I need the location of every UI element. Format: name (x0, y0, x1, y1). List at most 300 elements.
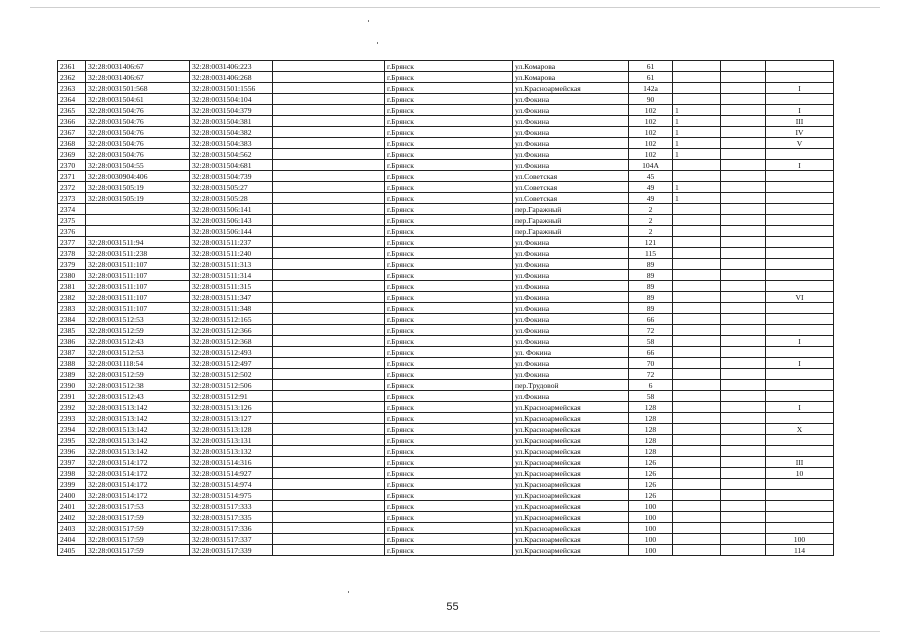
blank-cell (721, 149, 766, 160)
row-number: 2372 (58, 182, 86, 193)
street-cell: ул.Красноармейская (513, 424, 629, 435)
blank-cell (273, 127, 385, 138)
blank-cell (273, 545, 385, 556)
table-row (58, 435, 834, 446)
row-number: 2399 (58, 479, 86, 490)
street-cell: ул. Фокина (513, 347, 629, 358)
blank-cell (273, 523, 385, 534)
blank-cell (721, 479, 766, 490)
row-number: 2365 (58, 105, 86, 116)
row-number: 2362 (58, 72, 86, 83)
premises-cell: VI (766, 292, 834, 303)
object-cadastral-number: 32:28:0031512:502 (190, 369, 273, 380)
house-number-cell: 128 (629, 413, 673, 424)
blank-cell (721, 391, 766, 402)
building-cell (673, 314, 721, 325)
table-row (58, 105, 834, 116)
object-cadastral-number: 32:28:0031511:348 (190, 303, 273, 314)
street-cell: ул.Фокина (513, 259, 629, 270)
table-row (58, 292, 834, 303)
house-number-cell: 6 (629, 380, 673, 391)
parcel-cadastral-number: 32:28:0031517:59 (86, 523, 190, 534)
row-number: 2404 (58, 534, 86, 545)
blank-cell (273, 281, 385, 292)
row-number: 2381 (58, 281, 86, 292)
scan-speck (348, 591, 349, 593)
blank-cell (273, 534, 385, 545)
house-number-cell: 102 (629, 149, 673, 160)
blank-cell (721, 182, 766, 193)
premises-cell (766, 325, 834, 336)
house-number-cell: 128 (629, 435, 673, 446)
city-cell: г.Брянск (385, 292, 513, 303)
house-number-cell: 89 (629, 281, 673, 292)
page-number: 55 (446, 601, 459, 613)
blank-cell (721, 457, 766, 468)
row-number: 2385 (58, 325, 86, 336)
house-number-cell: 128 (629, 446, 673, 457)
register-table (57, 60, 834, 556)
blank-cell (273, 512, 385, 523)
city-cell: г.Брянск (385, 479, 513, 490)
premises-cell: 114 (766, 545, 834, 556)
building-cell (673, 545, 721, 556)
object-cadastral-number: 32:28:0031514:927 (190, 468, 273, 479)
object-cadastral-number: 32:28:0031517:336 (190, 523, 273, 534)
parcel-cadastral-number: 32:28:0031517:59 (86, 512, 190, 523)
blank-cell (273, 380, 385, 391)
row-number: 2400 (58, 490, 86, 501)
house-number-cell: 2 (629, 204, 673, 215)
premises-cell (766, 303, 834, 314)
blank-cell (721, 336, 766, 347)
blank-cell (721, 259, 766, 270)
parcel-cadastral-number: 32:28:0031511:107 (86, 292, 190, 303)
premises-cell: III (766, 116, 834, 127)
table-row (58, 215, 834, 226)
street-cell: ул.Красноармейская (513, 545, 629, 556)
street-cell: ул.Советская (513, 193, 629, 204)
street-cell: ул.Фокина (513, 369, 629, 380)
premises-cell (766, 435, 834, 446)
house-number-cell: 102 (629, 105, 673, 116)
building-cell (673, 446, 721, 457)
parcel-cadastral-number: 32:28:0031513:142 (86, 413, 190, 424)
table-row (58, 127, 834, 138)
object-cadastral-number: 32:28:0031517:335 (190, 512, 273, 523)
parcel-cadastral-number: 32:28:0031511:238 (86, 248, 190, 259)
building-cell (673, 204, 721, 215)
city-cell: г.Брянск (385, 237, 513, 248)
building-cell (673, 501, 721, 512)
parcel-cadastral-number (86, 215, 190, 226)
premises-cell: 100 (766, 534, 834, 545)
blank-cell (273, 182, 385, 193)
blank-cell (273, 138, 385, 149)
blank-cell (273, 171, 385, 182)
table-row (58, 226, 834, 237)
object-cadastral-number: 32:28:0031504:739 (190, 171, 273, 182)
table-row (58, 259, 834, 270)
house-number-cell: 70 (629, 358, 673, 369)
blank-cell (721, 237, 766, 248)
object-cadastral-number: 32:28:0031512:165 (190, 314, 273, 325)
city-cell: г.Брянск (385, 259, 513, 270)
house-number-cell: 49 (629, 193, 673, 204)
blank-cell (273, 226, 385, 237)
premises-cell (766, 226, 834, 237)
city-cell: г.Брянск (385, 281, 513, 292)
city-cell: г.Брянск (385, 270, 513, 281)
blank-cell (721, 226, 766, 237)
object-cadastral-number: 32:28:0031512:493 (190, 347, 273, 358)
building-cell (673, 402, 721, 413)
parcel-cadastral-number: 32:28:0031511:107 (86, 270, 190, 281)
table-row (58, 204, 834, 215)
building-cell (673, 72, 721, 83)
premises-cell (766, 149, 834, 160)
blank-cell (273, 468, 385, 479)
blank-cell (721, 413, 766, 424)
object-cadastral-number: 32:28:0031504:381 (190, 116, 273, 127)
premises-cell: X (766, 424, 834, 435)
table-row (58, 391, 834, 402)
blank-cell (721, 94, 766, 105)
object-cadastral-number: 32:28:0031512:91 (190, 391, 273, 402)
object-cadastral-number: 32:28:0031506:141 (190, 204, 273, 215)
table-row (58, 171, 834, 182)
city-cell: г.Брянск (385, 314, 513, 325)
table-row (58, 94, 834, 105)
blank-cell (273, 336, 385, 347)
street-cell: пер.Трудовой (513, 380, 629, 391)
parcel-cadastral-number: 32:28:0031514:172 (86, 490, 190, 501)
city-cell: г.Брянск (385, 523, 513, 534)
house-number-cell: 128 (629, 424, 673, 435)
premises-cell (766, 270, 834, 281)
object-cadastral-number: 32:28:0031504:681 (190, 160, 273, 171)
blank-cell (273, 391, 385, 402)
street-cell: пер.Гаражный (513, 226, 629, 237)
scan-speck (377, 42, 378, 44)
blank-cell (721, 160, 766, 171)
row-number: 2390 (58, 380, 86, 391)
blank-cell (273, 105, 385, 116)
building-cell (673, 215, 721, 226)
premises-cell (766, 204, 834, 215)
house-number-cell: 89 (629, 259, 673, 270)
parcel-cadastral-number: 32:28:0031517:59 (86, 545, 190, 556)
blank-cell (273, 72, 385, 83)
city-cell: г.Брянск (385, 204, 513, 215)
table-row (58, 237, 834, 248)
object-cadastral-number: 32:28:0031511:240 (190, 248, 273, 259)
parcel-cadastral-number: 32:28:0031504:55 (86, 160, 190, 171)
object-cadastral-number: 32:28:0031504:562 (190, 149, 273, 160)
city-cell: г.Брянск (385, 215, 513, 226)
city-cell: г.Брянск (385, 435, 513, 446)
object-cadastral-number: 32:28:0031504:104 (190, 94, 273, 105)
row-number: 2401 (58, 501, 86, 512)
house-number-cell: 121 (629, 237, 673, 248)
premises-cell (766, 391, 834, 402)
object-cadastral-number: 32:28:0031514:316 (190, 457, 273, 468)
object-cadastral-number: 32:28:0031504:383 (190, 138, 273, 149)
blank-cell (721, 61, 766, 72)
premises-cell: I (766, 336, 834, 347)
parcel-cadastral-number: 32:28:0031512:59 (86, 369, 190, 380)
blank-cell (273, 314, 385, 325)
premises-cell (766, 490, 834, 501)
object-cadastral-number: 32:28:0031517:339 (190, 545, 273, 556)
city-cell: г.Брянск (385, 369, 513, 380)
table-row (58, 446, 834, 457)
street-cell: ул.Красноармейская (513, 413, 629, 424)
object-cadastral-number: 32:28:0031514:974 (190, 479, 273, 490)
building-cell (673, 457, 721, 468)
blank-cell (721, 490, 766, 501)
parcel-cadastral-number: 32:28:0031511:107 (86, 259, 190, 270)
premises-cell: V (766, 138, 834, 149)
row-number: 2379 (58, 259, 86, 270)
house-number-cell: 100 (629, 545, 673, 556)
parcel-cadastral-number: 32:28:0031505:19 (86, 182, 190, 193)
premises-cell (766, 380, 834, 391)
house-number-cell: 102 (629, 116, 673, 127)
blank-cell (721, 204, 766, 215)
street-cell: ул.Красноармейская (513, 512, 629, 523)
blank-cell (273, 248, 385, 259)
blank-cell (273, 358, 385, 369)
blank-cell (721, 402, 766, 413)
street-cell: ул.Фокина (513, 314, 629, 325)
city-cell: г.Брянск (385, 116, 513, 127)
table-row (58, 424, 834, 435)
premises-cell: 10 (766, 468, 834, 479)
parcel-cadastral-number: 32:28:0031504:76 (86, 105, 190, 116)
premises-cell (766, 523, 834, 534)
blank-cell (721, 83, 766, 94)
parcel-cadastral-number: 32:28:0031513:142 (86, 435, 190, 446)
parcel-cadastral-number: 32:28:0031512:59 (86, 325, 190, 336)
object-cadastral-number: 32:28:0031517:337 (190, 534, 273, 545)
blank-cell (721, 512, 766, 523)
building-cell (673, 226, 721, 237)
blank-cell (273, 270, 385, 281)
blank-cell (721, 292, 766, 303)
blank-cell (273, 215, 385, 226)
premises-cell (766, 446, 834, 457)
house-number-cell: 72 (629, 369, 673, 380)
object-cadastral-number: 32:28:0031505:27 (190, 182, 273, 193)
house-number-cell: 58 (629, 391, 673, 402)
parcel-cadastral-number: 32:28:0031512:43 (86, 391, 190, 402)
street-cell: ул.Красноармейская (513, 479, 629, 490)
blank-cell (721, 380, 766, 391)
blank-cell (721, 248, 766, 259)
row-number: 2396 (58, 446, 86, 457)
table-row (58, 314, 834, 325)
object-cadastral-number: 32:28:0031406:268 (190, 72, 273, 83)
building-cell (673, 281, 721, 292)
blank-cell (721, 545, 766, 556)
table-row (58, 523, 834, 534)
city-cell: г.Брянск (385, 413, 513, 424)
row-number: 2391 (58, 391, 86, 402)
blank-cell (721, 171, 766, 182)
row-number: 2386 (58, 336, 86, 347)
object-cadastral-number: 32:28:0031514:975 (190, 490, 273, 501)
blank-cell (721, 325, 766, 336)
building-cell (673, 259, 721, 270)
row-number: 2378 (58, 248, 86, 259)
street-cell: ул.Фокина (513, 138, 629, 149)
city-cell: г.Брянск (385, 501, 513, 512)
table-row (58, 270, 834, 281)
parcel-cadastral-number: 32:28:0031513:142 (86, 402, 190, 413)
street-cell: ул.Красноармейская (513, 490, 629, 501)
building-cell: 1 (673, 193, 721, 204)
city-cell: г.Брянск (385, 303, 513, 314)
building-cell (673, 479, 721, 490)
street-cell: ул.Красноармейская (513, 402, 629, 413)
city-cell: г.Брянск (385, 248, 513, 259)
row-number: 2375 (58, 215, 86, 226)
premises-cell (766, 215, 834, 226)
object-cadastral-number: 32:28:0031504:379 (190, 105, 273, 116)
parcel-cadastral-number: 32:28:0031504:76 (86, 116, 190, 127)
object-cadastral-number: 32:28:0031513:126 (190, 402, 273, 413)
register-rows (58, 61, 834, 556)
street-cell: ул.Фокина (513, 160, 629, 171)
building-cell (673, 160, 721, 171)
premises-cell (766, 413, 834, 424)
building-cell: 1 (673, 116, 721, 127)
parcel-cadastral-number: 32:28:0031511:94 (86, 237, 190, 248)
table-row (58, 358, 834, 369)
premises-cell (766, 193, 834, 204)
premises-cell: I (766, 402, 834, 413)
city-cell: г.Брянск (385, 358, 513, 369)
building-cell (673, 413, 721, 424)
row-number: 2374 (58, 204, 86, 215)
blank-cell (721, 314, 766, 325)
object-cadastral-number: 32:28:0031506:143 (190, 215, 273, 226)
object-cadastral-number: 32:28:0031511:313 (190, 259, 273, 270)
city-cell: г.Брянск (385, 193, 513, 204)
city-cell: г.Брянск (385, 336, 513, 347)
street-cell: ул.Фокина (513, 149, 629, 160)
house-number-cell: 90 (629, 94, 673, 105)
object-cadastral-number: 32:28:0031512:497 (190, 358, 273, 369)
parcel-cadastral-number: 32:28:0031513:142 (86, 446, 190, 457)
building-cell: 1 (673, 127, 721, 138)
house-number-cell: 61 (629, 72, 673, 83)
parcel-cadastral-number: 32:28:0031517:59 (86, 534, 190, 545)
building-cell (673, 424, 721, 435)
table-row (58, 303, 834, 314)
city-cell: г.Брянск (385, 72, 513, 83)
street-cell: пер.Гаражный (513, 215, 629, 226)
row-number: 2361 (58, 61, 86, 72)
object-cadastral-number: 32:28:0031511:314 (190, 270, 273, 281)
building-cell (673, 171, 721, 182)
blank-cell (721, 369, 766, 380)
house-number-cell: 126 (629, 468, 673, 479)
object-cadastral-number: 32:28:0031513:127 (190, 413, 273, 424)
premises-cell: I (766, 160, 834, 171)
street-cell: ул.Фокина (513, 336, 629, 347)
city-cell: г.Брянск (385, 105, 513, 116)
building-cell (673, 94, 721, 105)
blank-cell (721, 193, 766, 204)
blank-cell (273, 83, 385, 94)
street-cell: ул.Фокина (513, 116, 629, 127)
building-cell (673, 391, 721, 402)
street-cell: ул.Фокина (513, 292, 629, 303)
city-cell: г.Брянск (385, 83, 513, 94)
blank-cell (721, 358, 766, 369)
premises-cell: I (766, 358, 834, 369)
blank-cell (721, 446, 766, 457)
blank-cell (721, 534, 766, 545)
scan-speck (368, 20, 369, 22)
table-row (58, 193, 834, 204)
building-cell (673, 490, 721, 501)
building-cell (673, 534, 721, 545)
building-cell (673, 270, 721, 281)
object-cadastral-number: 32:28:0031517:333 (190, 501, 273, 512)
table-row (58, 534, 834, 545)
city-cell: г.Брянск (385, 127, 513, 138)
premises-cell (766, 72, 834, 83)
row-number: 2373 (58, 193, 86, 204)
city-cell: г.Брянск (385, 424, 513, 435)
city-cell: г.Брянск (385, 391, 513, 402)
blank-cell (273, 501, 385, 512)
parcel-cadastral-number: 32:28:0031514:172 (86, 479, 190, 490)
blank-cell (721, 424, 766, 435)
street-cell: пер.Гаражный (513, 204, 629, 215)
building-cell (673, 347, 721, 358)
blank-cell (273, 61, 385, 72)
premises-cell (766, 237, 834, 248)
street-cell: ул.Комарова (513, 72, 629, 83)
blank-cell (721, 347, 766, 358)
street-cell: ул.Фокина (513, 358, 629, 369)
building-cell (673, 83, 721, 94)
bottom-scan-edge (40, 631, 880, 632)
row-number: 2384 (58, 314, 86, 325)
premises-cell (766, 369, 834, 380)
blank-cell (721, 501, 766, 512)
blank-cell (273, 292, 385, 303)
city-cell: г.Брянск (385, 182, 513, 193)
blank-cell (273, 479, 385, 490)
house-number-cell: 89 (629, 303, 673, 314)
blank-cell (273, 237, 385, 248)
street-cell: ул.Красноармейская (513, 446, 629, 457)
blank-cell (273, 446, 385, 457)
house-number-cell: 2 (629, 226, 673, 237)
row-number: 2367 (58, 127, 86, 138)
parcel-cadastral-number: 32:28:0031512:43 (86, 336, 190, 347)
building-cell: 1 (673, 182, 721, 193)
blank-cell (273, 413, 385, 424)
premises-cell: III (766, 457, 834, 468)
parcel-cadastral-number: 32:28:0031517:53 (86, 501, 190, 512)
premises-cell (766, 314, 834, 325)
